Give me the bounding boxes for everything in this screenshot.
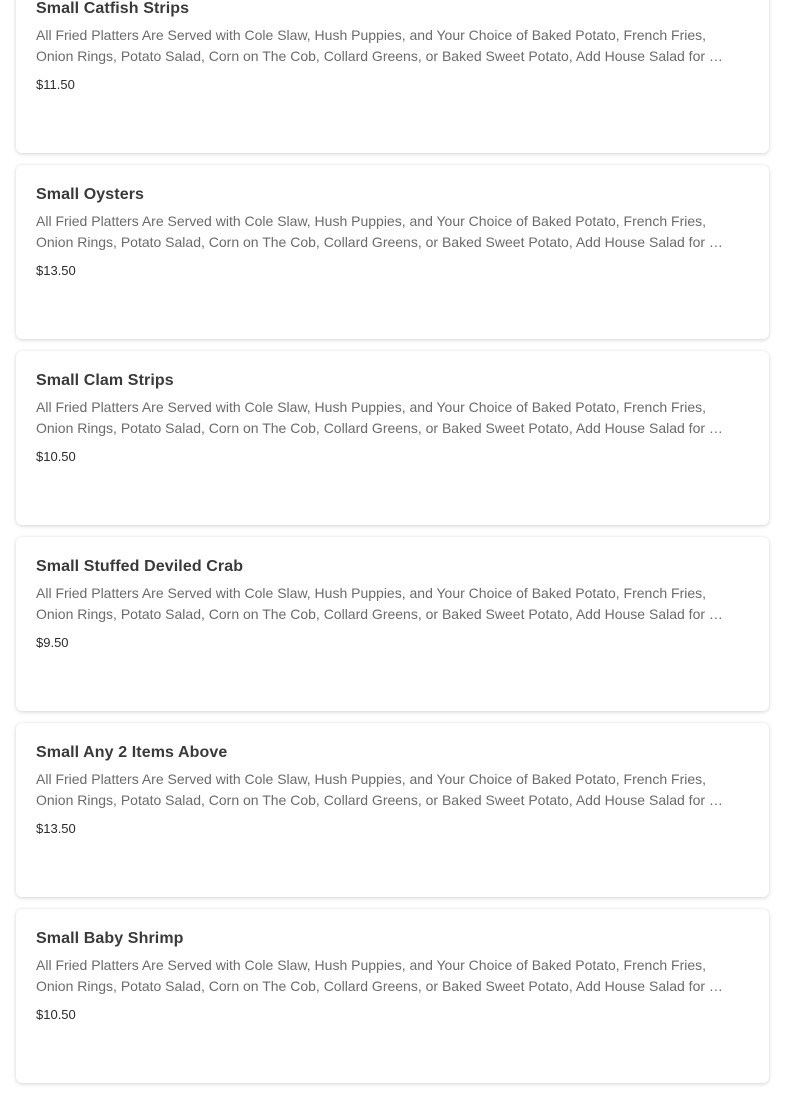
menu-item-description: All Fried Platters Are Served with Cole Slaw, Hush Puppies, and Your Choice of Baked Potato, French Fries, Onion Rings, Potato Salad, Corn on The Cob, Collard Greens, or Baked Sweet Potato, Add House Salad for … <box>36 957 723 994</box>
menu-item-card[interactable] <box>16 723 769 897</box>
menu-item-description: All Fried Platters Are Served with Cole Slaw, Hush Puppies, and Your Choice of Baked Potato, French Fries, Onion Rings, Potato Salad, Corn on The Cob, Collard Greens, or Baked Sweet Potato, Add House Salad for … <box>36 585 723 622</box>
menu-item-name: Small Catfish Strips <box>36 0 190 17</box>
menu-item-name: Small Baby Shrimp <box>36 930 184 947</box>
menu-item-price: $13.50 <box>36 821 76 836</box>
menu-item-name: Small Stuffed Deviled Crab <box>36 558 244 575</box>
menu-item-description: All Fried Platters Are Served with Cole Slaw, Hush Puppies, and Your Choice of Baked Potato, French Fries, Onion Rings, Potato Salad, Corn on The Cob, Collard Greens, or Baked Sweet Potato, Add House Salad for … <box>36 399 723 436</box>
menu-item-card[interactable] <box>16 351 769 525</box>
menu-item-description: All Fried Platters Are Served with Cole Slaw, Hush Puppies, and Your Choice of Baked Potato, French Fries, Onion Rings, Potato Salad, Corn on The Cob, Collard Greens, or Baked Sweet Potato, Add House Salad for … <box>36 213 723 250</box>
menu-item-card[interactable] <box>16 165 769 339</box>
menu-item-name: Small Clam Strips <box>36 372 174 389</box>
menu-item-price: $13.50 <box>36 263 76 278</box>
menu-item-description: All Fried Platters Are Served with Cole Slaw, Hush Puppies, and Your Choice of Baked Potato, French Fries, Onion Rings, Potato Salad, Corn on The Cob, Collard Greens, or Baked Sweet Potato, Add House Salad for … <box>36 771 723 808</box>
menu-item-card[interactable] <box>16 0 769 153</box>
menu-item-price: $10.50 <box>36 449 76 464</box>
menu-item-list <box>16 0 769 1095</box>
menu-item-name: Small Any 2 Items Above <box>36 744 228 761</box>
menu-item-description: All Fried Platters Are Served with Cole Slaw, Hush Puppies, and Your Choice of Baked Potato, French Fries, Onion Rings, Potato Salad, Corn on The Cob, Collard Greens, or Baked Sweet Potato, Add House Salad for … <box>36 27 723 64</box>
menu-item-card[interactable] <box>16 537 769 711</box>
menu-item-price: $11.50 <box>36 77 75 92</box>
menu-item-name: Small Oysters <box>36 186 145 203</box>
menu-item-price: $10.50 <box>36 1007 76 1022</box>
menu-item-price: $9.50 <box>36 635 69 650</box>
menu-item-card[interactable] <box>16 909 769 1083</box>
